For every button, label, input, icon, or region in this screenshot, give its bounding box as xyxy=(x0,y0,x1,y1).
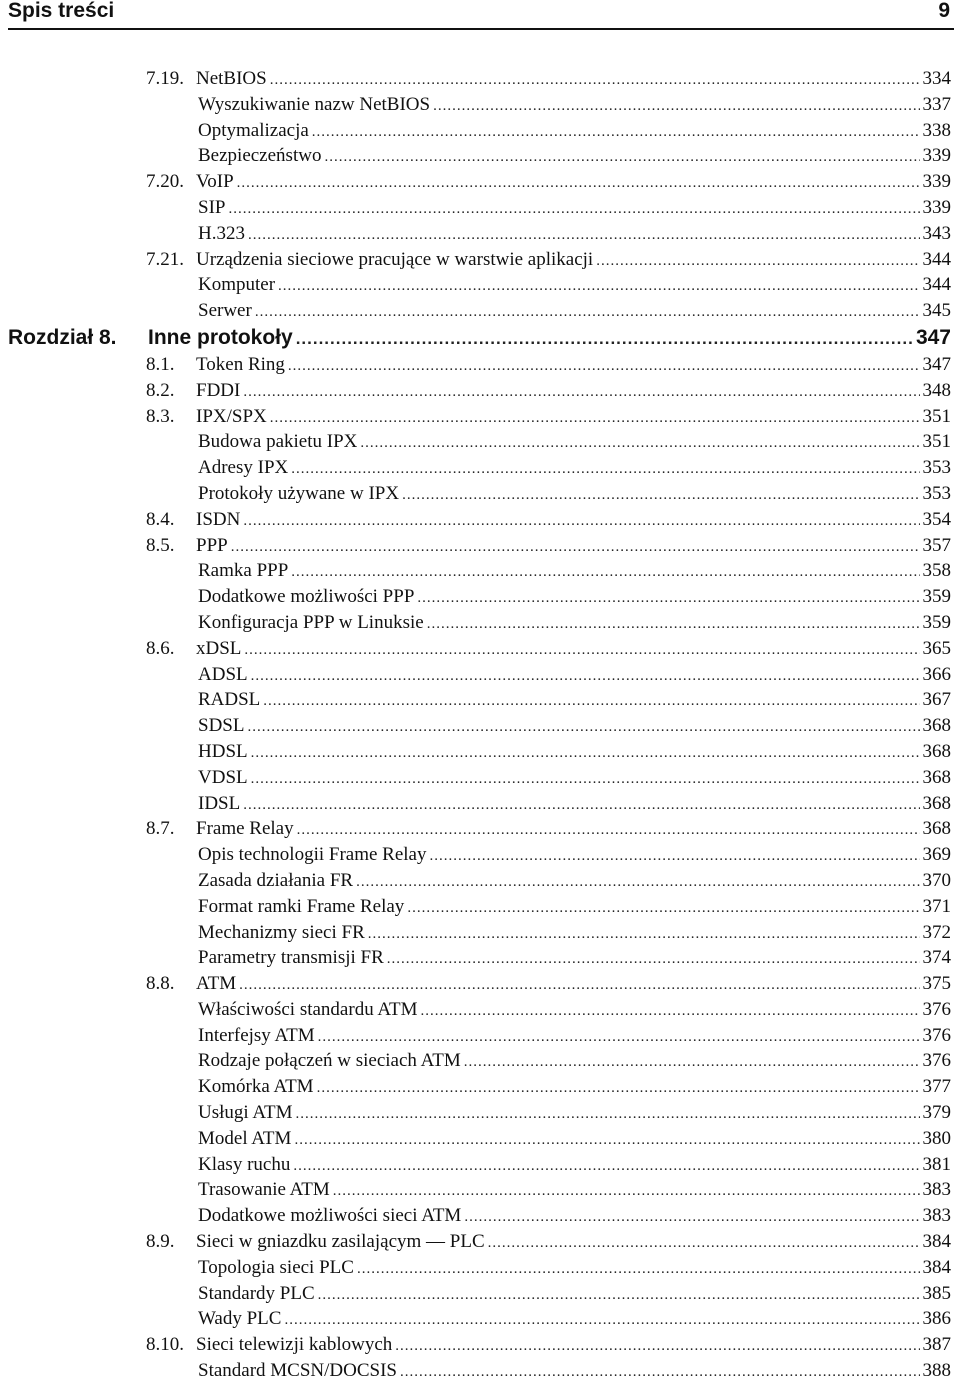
toc-entry-page: 385 xyxy=(922,1282,951,1304)
dot-leader xyxy=(368,922,920,948)
toc-entry-page: 383 xyxy=(922,1205,951,1227)
toc-entry[interactable] xyxy=(0,765,960,791)
toc-entry-title: Rodzaje połączeń w sieciach ATM xyxy=(198,1050,461,1072)
dot-leader xyxy=(356,870,919,896)
toc-entry[interactable] xyxy=(0,558,960,584)
dot-leader xyxy=(244,638,919,664)
toc-entry-title: Standardy PLC xyxy=(198,1282,315,1304)
toc-entry-title: Komputer xyxy=(198,274,276,296)
toc-entry-title: SDSL xyxy=(198,715,245,737)
dot-leader xyxy=(284,1308,919,1334)
dot-leader xyxy=(318,1283,920,1309)
toc-entry-title: Model ATM xyxy=(198,1127,292,1149)
toc-entry-page: 365 xyxy=(922,637,951,659)
toc-entry-title: Sieci w gniazdku zasilającym — PLC xyxy=(196,1231,485,1253)
toc-entry-page: 351 xyxy=(922,405,951,427)
dot-leader xyxy=(402,483,919,509)
toc-entry[interactable] xyxy=(0,636,960,662)
toc-entry-title: VoIP xyxy=(196,171,234,193)
toc-entry-title: xDSL xyxy=(196,637,242,659)
dot-leader xyxy=(407,896,919,922)
toc-entry-number: 7.19. xyxy=(146,68,184,89)
toc-entry[interactable] xyxy=(0,272,960,298)
toc-entry-title: ATM xyxy=(196,973,237,995)
toc-entry-title: Dodatkowe możliwości sieci ATM xyxy=(198,1205,462,1227)
toc-entry-number: 8.5. xyxy=(146,534,175,556)
dot-leader xyxy=(400,1360,920,1386)
toc-entry[interactable] xyxy=(0,1306,960,1332)
toc-entry[interactable] xyxy=(0,169,960,195)
toc-entry-page: 371 xyxy=(922,895,951,917)
toc-entry-title: Protokoły używane w IPX xyxy=(198,482,400,504)
dot-leader xyxy=(318,1025,920,1051)
toc-entry[interactable] xyxy=(0,481,960,507)
toc-entry-page: 351 xyxy=(922,431,951,453)
dot-leader xyxy=(270,68,920,94)
toc-entry-number: 8.8. xyxy=(146,973,175,995)
toc-entry-page: 343 xyxy=(922,222,951,244)
toc-entry[interactable] xyxy=(0,298,960,324)
toc-entry-page: 369 xyxy=(922,844,951,866)
dot-leader xyxy=(247,715,919,741)
toc-entry-title: Usługi ATM xyxy=(198,1102,293,1124)
dot-leader xyxy=(357,1257,920,1283)
toc-entry-page: 337 xyxy=(922,93,951,115)
toc-entry-title: Komórka ATM xyxy=(198,1076,314,1098)
toc-entry-page: 381 xyxy=(922,1153,951,1175)
toc-entry[interactable] xyxy=(0,92,960,118)
toc-entry[interactable] xyxy=(0,195,960,221)
toc-entry[interactable] xyxy=(0,1074,960,1100)
toc-entry[interactable] xyxy=(0,687,960,713)
toc-entry-page: 370 xyxy=(922,869,951,891)
toc-entry-number: 8.2. xyxy=(146,379,175,401)
toc-entry[interactable] xyxy=(0,378,960,404)
toc-entry-page: 372 xyxy=(922,921,951,943)
dot-leader xyxy=(421,999,920,1025)
toc-entry-title: Format ramki Frame Relay xyxy=(198,895,405,917)
dot-leader xyxy=(433,94,919,120)
dot-leader xyxy=(251,664,920,690)
toc-entry[interactable] xyxy=(0,1358,960,1384)
toc-entry-title: Frame Relay xyxy=(196,818,294,840)
toc-entry-title: Trasowanie ATM xyxy=(198,1179,330,1201)
toc-entry-title: Sieci telewizji kablowych xyxy=(196,1334,393,1356)
toc-entry[interactable] xyxy=(0,713,960,739)
toc-entry-page: 388 xyxy=(922,1360,951,1382)
dot-leader xyxy=(251,767,920,793)
toc-entry-number: 7.21. xyxy=(146,248,184,270)
toc-entry-page: 375 xyxy=(922,973,951,995)
toc-entry-title: Urządzenia sieciowe pracujące w warstwie aplikacji xyxy=(196,248,594,270)
toc-entry-title: Właściwości standardu ATM xyxy=(198,998,418,1020)
toc-entry-page: 353 xyxy=(922,457,951,479)
toc-entry-title: PPP xyxy=(196,534,228,556)
toc-entry[interactable] xyxy=(0,1100,960,1126)
toc-entry-number: 7.20. xyxy=(146,171,184,193)
dot-leader xyxy=(395,1334,919,1360)
toc-entry[interactable] xyxy=(0,1332,960,1358)
toc-entry-page: 377 xyxy=(922,1076,951,1098)
dot-leader xyxy=(596,249,919,275)
toc-entry[interactable] xyxy=(0,997,960,1023)
dot-leader xyxy=(228,197,919,223)
toc-entry-page: 357 xyxy=(922,534,951,556)
dot-leader xyxy=(427,612,920,638)
toc-entry[interactable] xyxy=(0,945,960,971)
toc-entry-page: 383 xyxy=(922,1179,951,1201)
toc-entry[interactable] xyxy=(0,352,960,378)
toc-entry-page: 380 xyxy=(922,1127,951,1149)
toc-entry[interactable] xyxy=(0,868,960,894)
toc-entry-title: Parametry transmisji FR xyxy=(198,947,384,969)
toc-entry-title: Adresy IPX xyxy=(198,457,289,479)
toc-entry-page: 366 xyxy=(922,663,951,685)
dot-leader xyxy=(243,793,919,819)
toc-entry-page: 386 xyxy=(922,1308,951,1330)
toc-entry[interactable] xyxy=(0,118,960,144)
toc-entry-title: ADSL xyxy=(198,663,248,685)
dot-leader xyxy=(387,947,920,973)
toc-entry-page: 367 xyxy=(922,689,951,711)
toc-entry-title: H.323 xyxy=(198,222,245,244)
dot-leader xyxy=(291,560,919,586)
toc-entry[interactable] xyxy=(0,1023,960,1049)
toc-entry[interactable] xyxy=(0,221,960,247)
toc-entry-title: Mechanizmy sieci FR xyxy=(198,921,365,943)
toc-entry-page: 358 xyxy=(922,560,951,582)
dot-leader xyxy=(239,973,919,999)
table-of-contents xyxy=(0,66,960,1384)
dot-leader xyxy=(417,586,919,612)
toc-entry-title: Klasy ruchu xyxy=(198,1153,291,1175)
toc-entry[interactable] xyxy=(0,920,960,946)
toc-entry-page: 359 xyxy=(922,586,951,608)
toc-entry[interactable] xyxy=(0,404,960,430)
dot-leader xyxy=(293,1154,919,1180)
toc-entry[interactable] xyxy=(0,429,960,455)
dot-leader xyxy=(278,274,919,300)
dot-leader xyxy=(297,818,920,844)
toc-entry[interactable] xyxy=(0,1281,960,1307)
toc-entry-title: Optymalizacja xyxy=(198,119,309,141)
dot-leader xyxy=(333,1179,920,1205)
toc-entry-title: Wady PLC xyxy=(198,1308,282,1330)
toc-entry-number: 8.3. xyxy=(146,405,175,427)
toc-entry-number: 8.10. xyxy=(146,1334,184,1356)
toc-entry-title: Serwer xyxy=(198,300,252,322)
toc-entry-page: 368 xyxy=(922,792,951,814)
toc-entry-page: 347 xyxy=(922,353,951,375)
toc-entry-page: 384 xyxy=(922,1256,951,1278)
dot-leader xyxy=(324,145,919,171)
toc-entry[interactable] xyxy=(0,533,960,559)
toc-entry-page: 339 xyxy=(922,171,951,193)
toc-entry-title: Wyszukiwanie nazw NetBIOS xyxy=(198,93,431,115)
toc-entry-page: 387 xyxy=(922,1334,951,1356)
toc-entry[interactable] xyxy=(0,66,960,92)
dot-leader xyxy=(255,300,920,326)
dot-leader xyxy=(488,1231,920,1257)
toc-entry[interactable] xyxy=(0,1203,960,1229)
dot-leader xyxy=(263,689,919,715)
header-page-number: 9 xyxy=(938,0,950,22)
toc-entry-title: VDSL xyxy=(198,766,248,788)
toc-entry-title: Budowa pakietu IPX xyxy=(198,431,358,453)
dot-leader xyxy=(360,431,919,457)
dot-leader xyxy=(291,457,919,483)
toc-entry-title: NetBIOS xyxy=(196,68,267,89)
toc-entry-title: Opis technologii Frame Relay xyxy=(198,844,427,866)
toc-entry[interactable] xyxy=(0,507,960,533)
dot-leader xyxy=(429,844,919,870)
toc-entry-page: 338 xyxy=(922,119,951,141)
toc-entry[interactable] xyxy=(0,1048,960,1074)
toc-entry[interactable] xyxy=(0,1152,960,1178)
toc-entry[interactable] xyxy=(0,816,960,842)
toc-entry-title: IPX/SPX xyxy=(196,405,267,427)
toc-entry-title: Ramka PPP xyxy=(198,560,289,582)
toc-entry-page: 345 xyxy=(922,300,951,322)
toc-entry-title: Standard MCSN/DOCSIS xyxy=(198,1360,397,1382)
toc-entry-title: Token Ring xyxy=(196,353,285,375)
toc-entry-page: 384 xyxy=(922,1231,951,1253)
toc-entry-page: 359 xyxy=(922,611,951,633)
toc-entry-page: 347 xyxy=(915,325,951,349)
toc-entry-page: 368 xyxy=(922,818,951,840)
toc-entry-title: RADSL xyxy=(198,689,261,711)
toc-entry-page: 334 xyxy=(922,68,951,89)
toc-entry[interactable] xyxy=(0,1126,960,1152)
dot-leader xyxy=(243,509,919,535)
toc-chapter-entry[interactable] xyxy=(0,324,960,352)
toc-entry[interactable] xyxy=(0,455,960,481)
toc-entry-page: 376 xyxy=(922,1050,951,1072)
dot-leader xyxy=(464,1050,920,1076)
toc-entry-title: Inne protokoły xyxy=(148,325,293,349)
toc-entry-page: 376 xyxy=(922,998,951,1020)
toc-entry-number: 8.4. xyxy=(146,508,175,530)
toc-entry[interactable] xyxy=(0,739,960,765)
toc-entry-page: 353 xyxy=(922,482,951,504)
toc-entry[interactable] xyxy=(0,971,960,997)
dot-leader xyxy=(294,1128,919,1154)
toc-entry-title: Konfiguracja PPP w Linuksie xyxy=(198,611,424,633)
toc-entry[interactable] xyxy=(0,842,960,868)
dot-leader xyxy=(288,354,920,380)
toc-entry-title: HDSL xyxy=(198,740,248,762)
toc-entry-page: 368 xyxy=(922,740,951,762)
dot-leader xyxy=(317,1076,920,1102)
toc-entry-title: Bezpieczeństwo xyxy=(198,145,322,167)
toc-entry-page: 368 xyxy=(922,715,951,737)
dot-leader xyxy=(464,1205,919,1231)
toc-entry-page: 339 xyxy=(922,196,951,218)
dot-leader xyxy=(251,741,920,767)
toc-entry-page: 368 xyxy=(922,766,951,788)
toc-entry[interactable] xyxy=(0,1229,960,1255)
dot-leader xyxy=(248,223,920,249)
toc-entry-title: ISDN xyxy=(196,508,241,530)
toc-entry-number: 8.6. xyxy=(146,637,175,659)
toc-entry-title: Zasada działania FR xyxy=(198,869,354,891)
toc-entry[interactable] xyxy=(0,584,960,610)
toc-entry[interactable] xyxy=(0,791,960,817)
toc-entry[interactable] xyxy=(0,143,960,169)
toc-entry-number: 8.9. xyxy=(146,1231,175,1253)
dot-leader xyxy=(243,380,919,406)
toc-entry-number: Rozdział 8. xyxy=(8,325,117,349)
toc-entry-number: 8.7. xyxy=(146,818,175,840)
toc-entry[interactable] xyxy=(0,894,960,920)
toc-entry-page: 339 xyxy=(922,145,951,167)
running-header xyxy=(8,0,954,30)
header-title: Spis treści xyxy=(8,0,115,22)
toc-entry-title: SIP xyxy=(198,196,226,218)
toc-entry-page: 374 xyxy=(922,947,951,969)
toc-entry-page: 379 xyxy=(922,1102,951,1124)
toc-entry[interactable] xyxy=(0,662,960,688)
toc-entry-page: 344 xyxy=(922,248,951,270)
toc-entry[interactable] xyxy=(0,610,960,636)
toc-entry-page: 344 xyxy=(922,274,951,296)
toc-entry[interactable] xyxy=(0,247,960,273)
dot-leader xyxy=(237,171,920,197)
toc-entry-number: 8.1. xyxy=(146,353,175,375)
toc-entry-title: Topologia sieci PLC xyxy=(198,1256,354,1278)
dot-leader xyxy=(312,120,920,146)
toc-entry[interactable] xyxy=(0,1255,960,1281)
dot-leader xyxy=(231,535,920,561)
toc-entry-title: Dodatkowe możliwości PPP xyxy=(198,586,415,608)
dot-leader xyxy=(296,1102,920,1128)
toc-entry-page: 376 xyxy=(922,1024,951,1046)
dot-leader xyxy=(296,325,913,353)
toc-entry-title: Interfejsy ATM xyxy=(198,1024,315,1046)
toc-entry-title: FDDI xyxy=(196,379,241,401)
toc-entry[interactable] xyxy=(0,1177,960,1203)
toc-entry-page: 354 xyxy=(922,508,951,530)
toc-entry-title: IDSL xyxy=(198,792,241,814)
dot-leader xyxy=(270,406,920,432)
toc-entry-page: 348 xyxy=(922,379,951,401)
